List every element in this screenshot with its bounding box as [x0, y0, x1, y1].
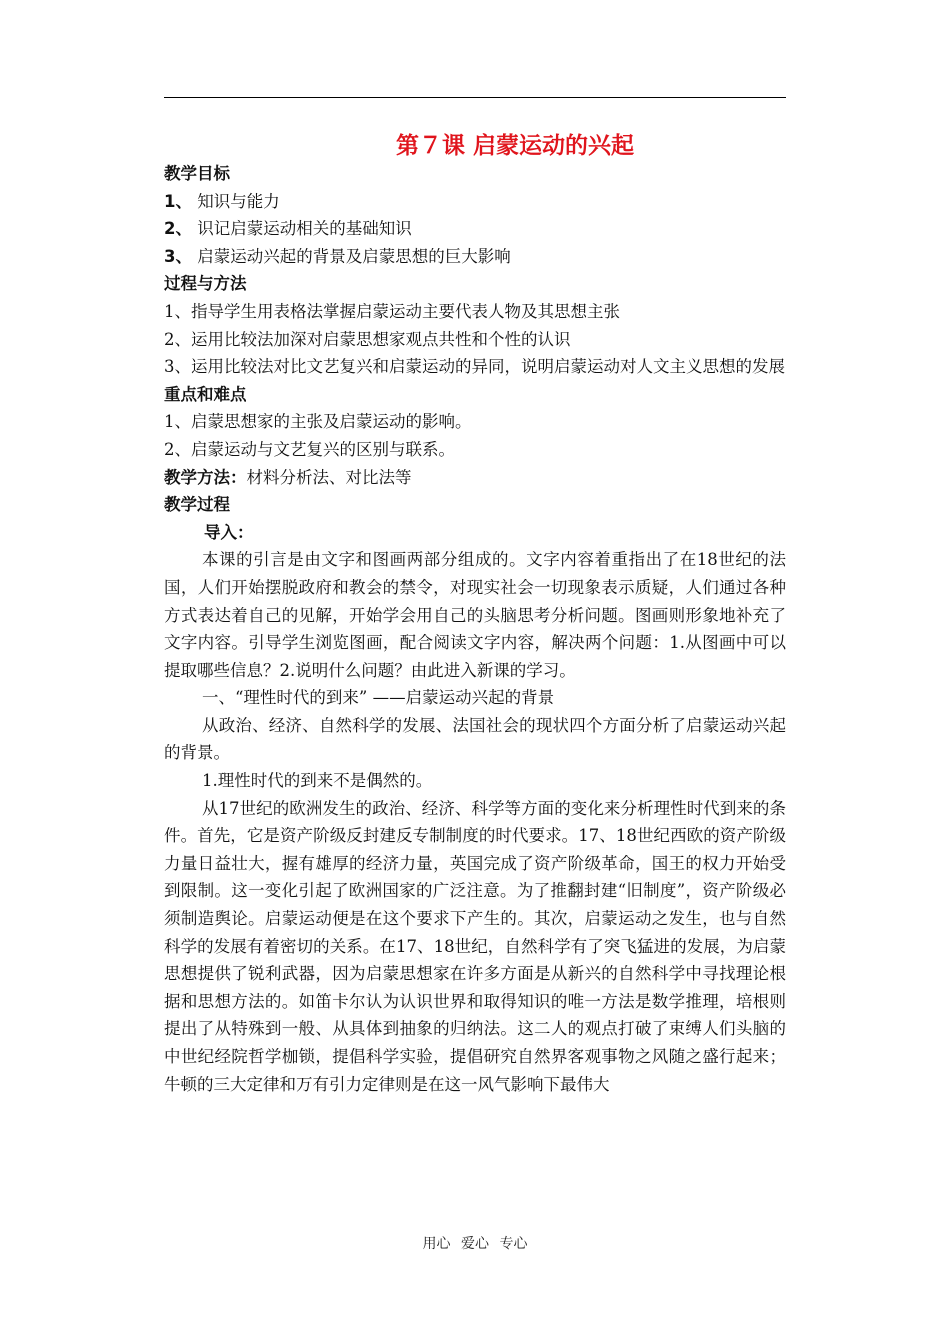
key-item-1: 1、启蒙思想家的主张及启蒙运动的影响。	[164, 412, 472, 432]
goal-num: 1、	[164, 191, 192, 211]
process-item-1: 1、指导学生用表格法掌握启蒙运动主要代表人物及其思想主张	[164, 301, 620, 321]
document-body	[164, 160, 786, 1098]
header-rule	[164, 97, 786, 98]
procedure-heading: 教学过程	[164, 495, 230, 515]
key-heading: 重点和难点	[164, 384, 247, 404]
goal-text: 知识与能力	[191, 191, 280, 211]
subsection-heading-1: 1.理性时代的到来不是偶然的。	[202, 771, 433, 791]
method-line	[164, 464, 786, 492]
goal-item-1	[164, 188, 786, 216]
paragraph-reason: 从17世纪的欧洲发生的政治、经济、科学等方面的变化来分析理性时代到来的条件。首先，它是资产阶级反封建反专制制度的时代要求。17、18世纪西欧的资产阶级力量日益壮大，握有雄厚的经济力量，英国完成了资产阶级革命，国王的权力开始受到限制。这一变化引起了欧洲国家的广泛注意。为了推翻封建“旧制度”，资产阶级必须制造舆论。启蒙运动便是在这个要求下产生的。其次，启蒙运动之发生，也与自然科学的发展有着密切的关系。在17、18世纪，自然科学有了突飞猛进的发展，为启蒙思想提供了锐利武器，因为启蒙思想家在许多方面是从新兴的自然科学中寻找理论根据和思想方法的。如笛卡尔认为认识世界和取得知识的唯一方法是数学推理，培根则提出了从特殊到一般、从具体到抽象的归纳法。这二人的观点打破了束缚人们头脑的中世纪经院哲学枷锁，提倡科学实验，提倡研究自然界客观事物之风随之盛行起来；牛顿的三大定律和万有引力定律则是在这一风气影响下最伟大	[164, 798, 786, 1094]
method-label: 教学方法：	[164, 467, 247, 487]
page-footer: 用心 爱心 专心	[422, 1236, 528, 1252]
process-item-2: 2、运用比较法加深对启蒙思想家观点共性和个性的认识	[164, 329, 571, 349]
goal-item-3	[164, 243, 786, 271]
section-heading-1: 一、“理性时代的到来” ——启蒙运动兴起的背景	[202, 688, 555, 708]
paragraph-background: 从政治、经济、自然科学的发展、法国社会的现状四个方面分析了启蒙运动兴起的背景。	[164, 715, 786, 763]
page-title: 第７课 启蒙运动的兴起	[395, 133, 634, 159]
process-heading: 过程与方法	[164, 274, 247, 294]
goals-heading: 教学目标	[164, 164, 230, 183]
paragraph-intro: 本课的引言是由文字和图画两部分组成的。文字内容着重指出了在18世纪的法国，人们开始摆脱政府和教会的禁令，对现实社会一切现象表示质疑，人们通过各种方式表达着自己的见解，开始学会用自己的头脑思考分析问题。图画则形象地补充了文字内容。引导学生浏览图画，配合阅读文字内容，解决两个问题：1.从图画中可以提取哪些信息？2.说明什么问题？由此进入新课的学习。	[164, 550, 786, 680]
process-item-3: 3、运用比较法对比文艺复兴和启蒙运动的异同，说明启蒙运动对人文主义思想的发展	[164, 357, 785, 377]
goal-text: 识记启蒙运动相关的基础知识	[191, 219, 412, 239]
goal-num: 2、	[164, 219, 192, 239]
method-text: 材料分析法、对比法等	[246, 467, 412, 487]
key-item-2: 2、启蒙运动与文艺复兴的区别与联系。	[164, 439, 455, 459]
goal-item-2	[164, 215, 786, 243]
intro-label: 导入：	[204, 522, 254, 542]
goal-num: 3、	[164, 246, 192, 266]
goal-text: 启蒙运动兴起的背景及启蒙思想的巨大影响	[191, 246, 511, 266]
